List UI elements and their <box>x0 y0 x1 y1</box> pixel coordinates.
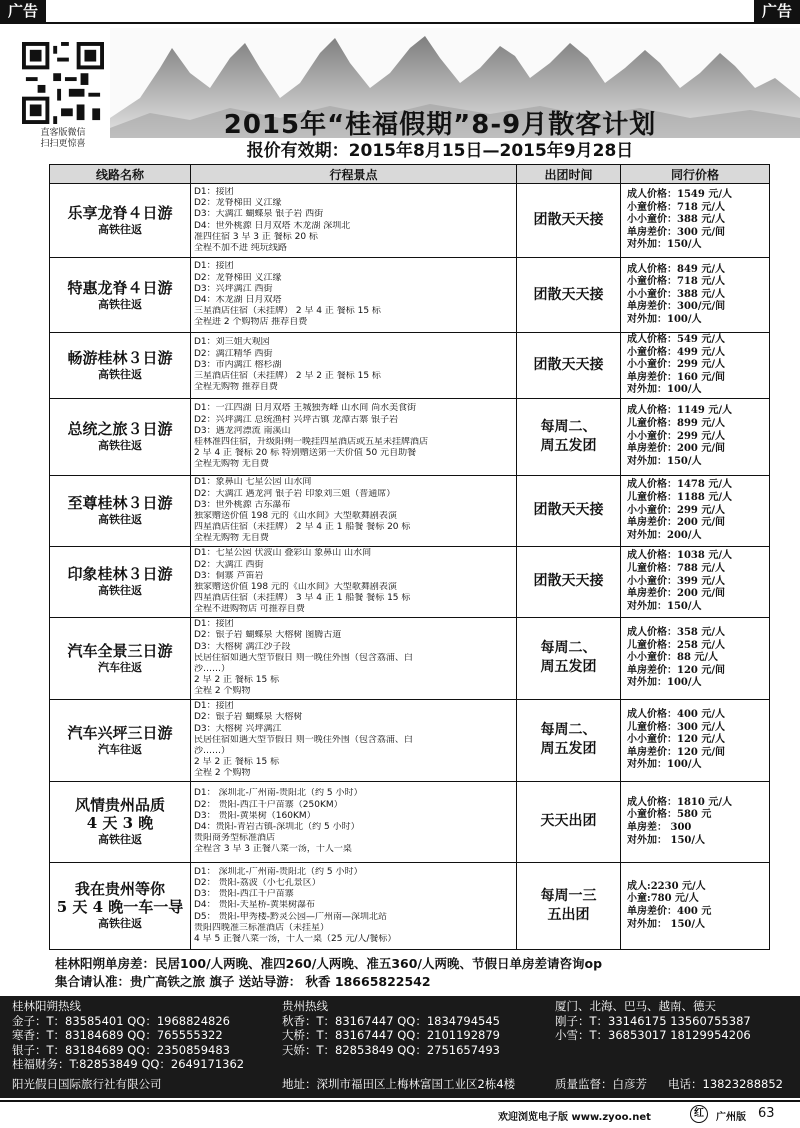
itinerary-line: D4：贵阳-青岩古镇-深圳北（约 5 小时） <box>194 821 360 832</box>
table-header-row <box>50 165 770 184</box>
itinerary-line: D3：市内漓江 榕杉湖 <box>194 359 282 370</box>
price-line: 对外加：150/人 <box>627 239 702 251</box>
price-cell <box>621 617 770 699</box>
contact-line: 桂福财务：T:82853849 QQ：2649171362 <box>12 1057 245 1072</box>
table-row <box>50 617 770 699</box>
itinerary-line: 全程不进购物店 可推荐自费 <box>194 604 305 615</box>
contact-line: 贵州热线 <box>282 999 328 1013</box>
itinerary-line: D5： 贵阳-甲秀楼-黔灵公园—广州南—深圳北站 <box>194 911 388 922</box>
itinerary-line: D4：世外桃源 日月双塔 木龙湖 深圳北 <box>194 220 351 231</box>
departure-text: 周五发团 <box>540 659 597 676</box>
itinerary-line: 全程无购物 推荐自费 <box>194 382 278 393</box>
route-transport: 汽车往返 <box>98 742 142 756</box>
price-line: 儿童价格：300 元/人 <box>627 721 726 733</box>
itinerary-cell <box>191 617 517 699</box>
price-line: 小童价格：718 元/人 <box>627 201 726 213</box>
contact-line: 厦门、北海、巴马、越南、德天 <box>555 999 716 1013</box>
itinerary-line: D1：刘三姐大观园 <box>194 337 270 348</box>
route-transport: 高铁往返 <box>98 917 142 931</box>
contact-line: 寒香：T：83184689 QQ：765555322 <box>12 1028 223 1043</box>
tour-price-table <box>49 164 770 950</box>
route-cell <box>50 398 191 475</box>
itinerary-line: D1：七星公园 伏波山 叠彩山 象鼻山 山水间 <box>194 548 372 559</box>
itinerary-line: D2：银子岩 蝴蝶泉 大榕树 <box>194 712 303 723</box>
itinerary-line: D3：兴坪漓江 西街 <box>194 283 273 294</box>
price-line: 对外加：150/人 <box>627 600 702 612</box>
price-line: 对外加： 150/人 <box>627 918 706 930</box>
departure-text: 每周一三 <box>540 887 597 904</box>
quality-supervisor: 质量监督：白彦芳 <box>555 1077 647 1091</box>
publisher-badge-icon: 红 <box>690 1105 708 1123</box>
price-line: 成人价格：400 元/人 <box>627 708 726 720</box>
price-cell <box>621 333 770 399</box>
price-line: 单房差价：120 元/间 <box>627 664 726 676</box>
route-cell <box>50 781 191 862</box>
route-name: 汽车兴坪三日游 <box>67 723 173 742</box>
price-line: 单房差价：200 元/间 <box>627 588 726 600</box>
price-line: 对外加：100/人 <box>627 384 702 396</box>
departure-text: 团散天天接 <box>533 502 604 519</box>
itinerary-line: D4：木龙湖 日月双塔 <box>194 295 282 305</box>
departure-cell <box>517 546 621 617</box>
price-line: 成人价格：549 元/人 <box>627 334 726 345</box>
price-line: 单房差价：300/元/间 <box>627 301 726 313</box>
price-line: 成人价格：1038 元/人 <box>627 550 732 562</box>
page-number: 63 <box>758 1106 775 1121</box>
departure-cell <box>517 184 621 258</box>
page-title: 2015年“桂福假期”8-9月散客计划 <box>223 110 657 140</box>
route-transport: 高铁往返 <box>98 513 142 527</box>
itinerary-line: D2：兴坪漓江 总统渔村 兴坪古镇 龙潭古寨 银子岩 <box>194 414 399 425</box>
contact-column-guizhou <box>282 999 500 1057</box>
route-cell <box>50 617 191 699</box>
route-duration: 5 天 4 晚一车一导 <box>56 898 184 917</box>
price-line: 小童:780 元/人 <box>627 893 699 905</box>
price-cell <box>621 781 770 862</box>
itinerary-line: D2：龙脊梯田 义江缘 <box>194 198 282 209</box>
price-line: 小童价格：718 元/人 <box>627 276 726 288</box>
departure-text: 每周二、 <box>540 640 597 657</box>
price-line: 小小童价：299 元/人 <box>627 430 726 442</box>
departure-text: 天天出团 <box>540 813 597 830</box>
price-line: 对外加：100/人 <box>627 677 702 689</box>
itinerary-line: 2 早 2 正 餐标 15 标 <box>194 675 280 686</box>
departure-cell <box>517 258 621 333</box>
price-line: 成人价格：1149 元/人 <box>627 405 732 417</box>
price-line: 单房差价：120 元/间 <box>627 746 726 758</box>
route-transport: 高铁往返 <box>98 833 142 847</box>
route-cell <box>50 546 191 617</box>
itinerary-line: D1： 深圳北-广州南-贵阳北（约 5 小时） <box>194 866 363 877</box>
price-line: 成人:2230 元/人 <box>627 880 706 892</box>
itinerary-cell <box>191 862 517 949</box>
itinerary-line: D1：接团 <box>194 701 234 712</box>
price-line: 小童价格：499 元/人 <box>627 346 726 358</box>
itinerary-line: D3：大榕树 漓江沙子段 <box>194 641 291 652</box>
itinerary-line: 全程不加不进 纯玩线路 <box>194 242 287 253</box>
itinerary-line: D4： 贵阳-天星桥-黄果树瀑布 <box>194 900 316 911</box>
price-line: 儿童价格：788 元/人 <box>627 563 726 575</box>
route-name: 特惠龙脊４日游 <box>67 278 173 297</box>
itinerary-line: D3： 贵阳-西江千户苗寨 <box>194 889 294 900</box>
itinerary-line: D1：一江四湖 日月双塔 王城独秀峰 山水间 尚水美食街 <box>194 403 417 414</box>
price-line: 小小童价：88 元/人 <box>627 652 719 664</box>
route-transport: 高铁往返 <box>98 367 142 381</box>
price-line: 小小童价：399 元/人 <box>627 575 726 587</box>
table-row <box>50 184 770 258</box>
price-cell <box>621 184 770 258</box>
itinerary-line: D2：漓江精华 西街 <box>194 348 273 359</box>
route-name: 畅游桂林３日游 <box>67 348 173 367</box>
price-line: 对外加：100/人 <box>627 313 702 325</box>
itinerary-line: D3：大漓江 蝴蝶泉 银子岩 西街 <box>194 209 324 220</box>
price-cell <box>621 475 770 546</box>
route-transport: 高铁往返 <box>98 584 142 598</box>
price-line: 小小童价：299 元/人 <box>627 504 726 516</box>
price-cell <box>621 862 770 949</box>
itinerary-line: 四星酒店住宿（未挂牌） 3 早 4 正 1 船餐 餐标 15 标 <box>194 593 411 604</box>
departure-text: 团散天天接 <box>533 286 604 303</box>
price-cell <box>621 546 770 617</box>
route-transport: 汽车往返 <box>98 660 142 674</box>
itinerary-line: D1：象鼻山 七星公园 山水间 <box>194 477 312 488</box>
price-line: 小小童价：388 元/人 <box>627 214 726 226</box>
route-transport: 高铁往返 <box>98 297 142 311</box>
itinerary-line: 独家赠送价值 198 元的《山水间》大型歌舞剧表演 <box>194 581 397 592</box>
table-row <box>50 398 770 475</box>
route-name: 至尊桂林３日游 <box>67 494 173 513</box>
departure-cell <box>517 699 621 781</box>
route-name: 乐享龙脊４日游 <box>67 204 173 222</box>
price-line: 成人价格：1810 元/人 <box>627 796 732 808</box>
validity-period: 报价有效期：2015年8月15日—2015年9月28日 <box>246 141 634 161</box>
itinerary-line: D1：接团 <box>194 186 234 197</box>
departure-text: 团散天天接 <box>533 356 604 373</box>
itinerary-line: 全程无购物 无自费 <box>194 459 269 470</box>
itinerary-line: D3：大榕树 兴坪漓江 <box>194 723 282 734</box>
table-row <box>50 258 770 333</box>
route-duration: 4 天 3 晚 <box>86 814 154 833</box>
itinerary-line: D3：侗寨 芦笛岩 <box>194 570 264 581</box>
departure-text: 团散天天接 <box>533 212 604 228</box>
route-name: 总统之旅３日游 <box>67 420 173 439</box>
itinerary-line: 2 早 4 正 餐标 20 标 特别赠送第一天价值 50 元自助餐 <box>194 448 417 459</box>
price-line: 对外加：150/人 <box>627 455 702 467</box>
ad-label-left: 广告 <box>0 0 46 22</box>
route-cell <box>50 862 191 949</box>
route-transport: 高铁往返 <box>98 223 142 236</box>
departure-text: 五出团 <box>547 906 590 923</box>
edition-label: 广州版 <box>716 1112 746 1123</box>
itinerary-line: D2：银子岩 蝴蝶泉 大榕树 图腾古道 <box>194 630 342 641</box>
price-line: 成人价格：849 元/人 <box>627 263 726 275</box>
route-cell <box>50 184 191 258</box>
itinerary-line: 四星酒店住宿（未挂牌） 2 早 4 正 1 船餐 餐标 20 标 <box>194 522 411 533</box>
price-cell <box>621 258 770 333</box>
price-line: 单房差价：160 元/间 <box>627 371 726 383</box>
itinerary-cell <box>191 333 517 399</box>
departure-text: 团散天天接 <box>533 573 604 590</box>
itinerary-line: 桂林准四住宿，升级阳朔一晚挂四星酒店或五星未挂牌酒店 <box>194 436 429 447</box>
itinerary-cell <box>191 184 517 258</box>
price-cell <box>621 699 770 781</box>
qr-caption-1: 直客版微信 <box>40 128 86 138</box>
ad-label-right: 广告 <box>754 0 800 22</box>
meeting-point-note: 集合请认准：贵广高铁之旅 旗子 送站导游： 秋香 18665822542 <box>55 974 431 989</box>
price-line: 儿童价格：258 元/人 <box>627 639 726 651</box>
price-line: 对外加：200/人 <box>627 529 702 541</box>
price-line: 小小童价：120 元/人 <box>627 734 726 746</box>
itinerary-line: 2 早 2 正 餐标 15 标 <box>194 757 280 768</box>
departure-cell <box>517 617 621 699</box>
itinerary-line: 民居住宿如遇大型节假日 则一晚住外围（包含荔浦、白 <box>194 652 413 663</box>
price-line: 单房差价：400 元 <box>627 905 712 917</box>
route-transport: 高铁往返 <box>98 439 142 453</box>
itinerary-line: 三星酒店住宿（未挂牌） 2 早 2 正 餐标 15 标 <box>194 371 381 382</box>
itinerary-cell <box>191 258 517 333</box>
itinerary-line: 全程 2 个购物 <box>194 768 251 779</box>
header-departure: 出团时间 <box>517 165 621 184</box>
price-line: 对外加： 150/人 <box>627 834 706 846</box>
route-name: 风情贵州品质 <box>74 796 165 815</box>
itinerary-cell <box>191 475 517 546</box>
price-line: 成人价格：358 元/人 <box>627 626 726 638</box>
price-line: 对外加：100/人 <box>627 759 702 771</box>
departure-text: 周五发团 <box>540 741 597 758</box>
route-name: 汽车全景三日游 <box>67 641 173 660</box>
itinerary-line: D1：接团 <box>194 261 234 272</box>
departure-cell <box>517 398 621 475</box>
contact-footer <box>0 996 800 1098</box>
price-line: 小童价格：580 元 <box>627 809 712 821</box>
price-line: 单房差价：200 元/间 <box>627 443 726 455</box>
itinerary-line: D2：大漓江 遇龙河 银子岩 印象刘三姐（普通席） <box>194 488 396 499</box>
itinerary-cell <box>191 546 517 617</box>
price-line: 成人价格：1549 元/人 <box>627 189 732 201</box>
itinerary-line: 民居住宿如遇大型节假日 则一晚住外围（包含荔浦、白 <box>194 734 413 745</box>
itinerary-line: 准四住宿 3 早 3 正 餐标 20 标 <box>194 231 318 242</box>
header-price: 同行价格 <box>621 165 770 184</box>
itinerary-cell <box>191 699 517 781</box>
departure-text: 周五发团 <box>540 437 597 454</box>
header-itinerary: 行程景点 <box>191 165 517 184</box>
itinerary-line: 三星酒店住宿（未挂牌） 2 早 4 正 餐标 15 标 <box>194 306 381 317</box>
route-cell <box>50 258 191 333</box>
room-supplement-note: 桂林阳朔单房差：民居100/人两晚、准四260/人两晚、准五360/人两晚、节假日单房差请咨询op <box>55 956 603 971</box>
wechat-qr-code <box>22 42 104 124</box>
itinerary-line: 沙……） <box>194 746 231 757</box>
contact-line: 小雪：T：36853017 18129954206 <box>555 1028 751 1043</box>
departure-cell <box>517 862 621 949</box>
itinerary-line: D2： 贵阳-荔波（小七孔景区） <box>194 877 321 888</box>
table-row <box>50 699 770 781</box>
departure-cell <box>517 475 621 546</box>
price-line: 小小童价：299 元/人 <box>627 359 726 371</box>
departure-text: 每周二、 <box>540 722 597 739</box>
price-line: 单房差价：300 元/间 <box>627 226 726 238</box>
contact-column-xiamen <box>555 999 751 1043</box>
qr-caption-2: 扫扫更惊喜 <box>40 139 86 149</box>
contact-line: 刚子：T：33146175 13560755387 <box>555 1013 751 1028</box>
itinerary-line: 独家赠送价值 198 元的《山水间》大型歌舞剧表演 <box>194 510 397 521</box>
route-cell <box>50 333 191 399</box>
browse-link[interactable]: 欢迎浏览电子版 www.zyoo.net <box>498 1112 651 1123</box>
itinerary-line: D2：龙脊梯田 义江缘 <box>194 272 282 283</box>
route-name: 印象桂林３日游 <box>67 565 173 584</box>
itinerary-line: D2： 贵阳-西江千户苗寨（250KM） <box>194 799 343 810</box>
price-cell <box>621 398 770 475</box>
itinerary-line: D3： 贵阳-黄果树（160KM） <box>194 810 316 821</box>
departure-text: 每周二、 <box>540 418 597 435</box>
itinerary-line: D3：遇龙河漂流 南溪山 <box>194 425 291 436</box>
itinerary-line: 全程无购物 无自费 <box>194 533 269 544</box>
price-line: 成人价格：1478 元/人 <box>627 479 732 491</box>
table-row <box>50 781 770 862</box>
itinerary-line: D1：接团 <box>194 619 234 630</box>
company-name: 阳光假日国际旅行社有限公司 <box>12 1077 162 1091</box>
departure-cell <box>517 333 621 399</box>
route-cell <box>50 699 191 781</box>
itinerary-line: 全程含 3 早 3 正餐八菜一汤，十人一桌 <box>194 844 352 855</box>
itinerary-line: 全程 2 个购物 <box>194 686 251 697</box>
table-row <box>50 546 770 617</box>
itinerary-line: 沙……） <box>194 664 231 675</box>
contact-column-guilin <box>12 999 244 1072</box>
price-line: 儿童价格：899 元/人 <box>627 418 726 430</box>
itinerary-line: 全程进 2 个购物店 推荐自费 <box>194 317 308 328</box>
table-row <box>50 862 770 949</box>
itinerary-line: 贵阳商务型标准酒店 <box>194 833 276 844</box>
contact-line: 秋香：T：83167447 QQ：1834794545 <box>282 1013 500 1028</box>
price-line: 单房差： 300 <box>627 821 692 833</box>
company-address: 地址：深圳市福田区上梅林富国工业区2栋4楼 <box>282 1077 516 1091</box>
itinerary-line: D1： 深圳北-广州南-贵阳北（约 5 小时） <box>194 788 363 799</box>
contact-line: 天娇：T：82853849 QQ：2751657493 <box>282 1042 500 1057</box>
contact-line: 桂林阳朔热线 <box>12 999 81 1013</box>
itinerary-line: 贵阳四晚准三标准酒店（未挂星） <box>194 922 330 933</box>
contact-line: 金子：T：83585401 QQ：1968824826 <box>12 1013 230 1028</box>
price-line: 单房差价：200 元/间 <box>627 517 726 529</box>
route-name: 我在贵州等你 <box>74 880 165 899</box>
table-row <box>50 333 770 399</box>
header-route: 线路名称 <box>50 165 191 184</box>
itinerary-line: D2：大漓江 西街 <box>194 559 264 570</box>
contact-line: 银子：T：83184689 QQ：2350859483 <box>12 1042 230 1057</box>
departure-cell <box>517 781 621 862</box>
price-line: 小小童价：388 元/人 <box>627 288 726 300</box>
top-divider <box>0 22 800 24</box>
table-row <box>50 475 770 546</box>
itinerary-line: 4 早 5 正餐八菜一汤，十人一桌（25 元/人/餐标） <box>194 933 397 944</box>
supervisor-phone: 电话：13823288852 <box>668 1077 783 1091</box>
itinerary-cell <box>191 781 517 862</box>
price-line: 儿童价格：1188 元/人 <box>627 492 732 504</box>
itinerary-cell <box>191 398 517 475</box>
bottom-bar <box>0 1100 800 1128</box>
contact-line: 大桥：T：83167447 QQ：2101192879 <box>282 1028 500 1043</box>
itinerary-line: D3：世外桃源 古东瀑布 <box>194 499 291 510</box>
route-cell <box>50 475 191 546</box>
